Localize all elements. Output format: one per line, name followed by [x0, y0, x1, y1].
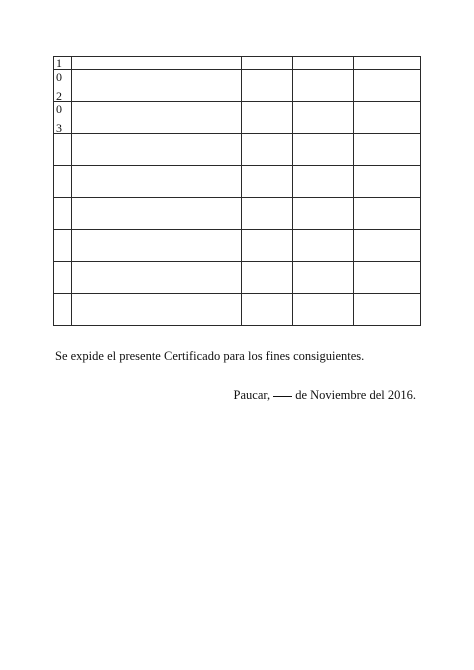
table-cell — [242, 134, 293, 166]
table-row — [54, 198, 421, 230]
row-number-cell — [54, 70, 72, 102]
row-digit-top: 0 — [56, 70, 62, 84]
table-cell — [293, 198, 354, 230]
table-cell — [72, 134, 242, 166]
table-cell — [293, 262, 354, 294]
row-number-cell — [54, 294, 72, 326]
place-name: Paucar, — [233, 388, 271, 402]
table-cell — [293, 70, 354, 102]
place-and-date — [234, 388, 416, 403]
table-cell — [242, 166, 293, 198]
table-cell — [293, 102, 354, 134]
table-cell — [354, 134, 421, 166]
table-cell — [72, 294, 242, 326]
table-row — [54, 166, 421, 198]
table-cell — [242, 230, 293, 262]
table-cell — [293, 166, 354, 198]
header-cell — [242, 57, 293, 70]
table-cell — [293, 294, 354, 326]
table-cell — [354, 102, 421, 134]
table-cell — [72, 198, 242, 230]
table-cell — [242, 198, 293, 230]
table-row — [54, 230, 421, 262]
table-cell — [72, 262, 242, 294]
table-cell — [293, 134, 354, 166]
table-cell — [354, 70, 421, 102]
row-number-cell — [54, 102, 72, 134]
table-row — [54, 262, 421, 294]
row-digit-bottom: 3 — [56, 121, 62, 135]
table-cell — [354, 262, 421, 294]
table-row — [54, 70, 421, 102]
table-row — [54, 134, 421, 166]
row-number-cell — [54, 198, 72, 230]
table-cell — [72, 102, 242, 134]
certificate-statement: Se expide el presente Certificado para los fines consiguientes. — [55, 349, 365, 363]
table-header-row — [54, 57, 421, 70]
header-number-cell: 1 — [54, 57, 72, 70]
table-cell — [354, 198, 421, 230]
row-digit-top: 0 — [56, 102, 62, 116]
row-number-cell — [54, 134, 72, 166]
row-number-cell — [54, 166, 72, 198]
date-text: de Noviembre del 2016. — [295, 388, 416, 402]
table-cell — [242, 70, 293, 102]
header-cell — [354, 57, 421, 70]
table-cell — [354, 166, 421, 198]
row-number-cell — [54, 230, 72, 262]
table-cell — [354, 294, 421, 326]
table-row — [54, 102, 421, 134]
table-cell — [242, 262, 293, 294]
table-cell — [72, 166, 242, 198]
table-cell — [242, 294, 293, 326]
table-cell — [354, 230, 421, 262]
table-cell — [242, 102, 293, 134]
table-row — [54, 294, 421, 326]
records-table — [53, 56, 421, 326]
table-cell — [72, 230, 242, 262]
row-digit-bottom: 2 — [56, 89, 62, 103]
row-number-cell — [54, 262, 72, 294]
header-cell — [72, 57, 242, 70]
table-cell — [72, 70, 242, 102]
day-blank-line — [273, 396, 292, 397]
table-cell — [293, 230, 354, 262]
header-cell — [293, 57, 354, 70]
